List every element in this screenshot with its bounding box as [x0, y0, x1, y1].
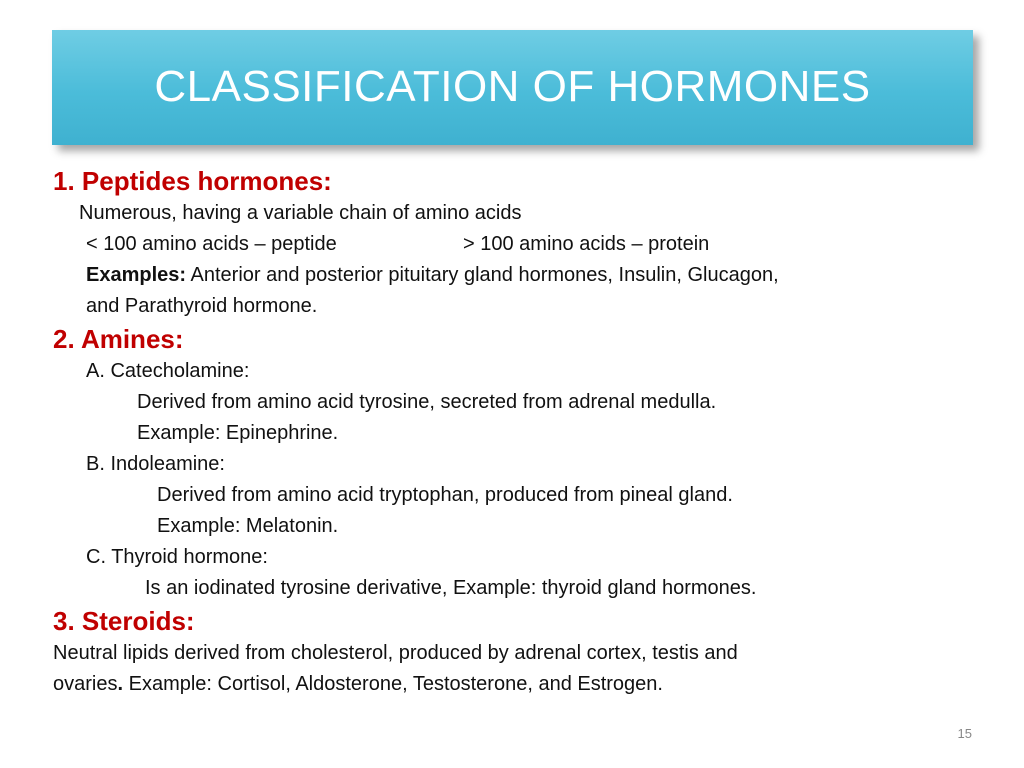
- catecholamine-label: A. Catecholamine:: [86, 360, 250, 382]
- examples-text: Anterior and posterior pituitary gland hormones, Insulin, Glucagon,: [186, 264, 779, 286]
- thyroid-description: Is an iodinated tyrosine derivative, Example: thyroid gland hormones.: [145, 577, 757, 599]
- indoleamine-label: B. Indoleamine:: [86, 453, 225, 475]
- examples-label: Examples:: [86, 264, 187, 286]
- page-number: 15: [957, 726, 972, 741]
- title-banner: [52, 30, 973, 145]
- slide-content: [53, 164, 993, 700]
- indoleamine-example: Example: Melatonin.: [157, 515, 339, 537]
- steroids-line-2: [53, 669, 993, 700]
- peptides-ranges: [53, 229, 993, 260]
- peptides-examples: [53, 260, 993, 291]
- protein-range: > 100 amino acids – protein: [463, 233, 710, 255]
- peptides-examples-continued: and Parathyroid hormone.: [86, 295, 318, 317]
- thyroid-label: C. Thyroid hormone:: [86, 546, 268, 568]
- catecholamine-description: Derived from amino acid tyrosine, secreted from adrenal medulla.: [137, 391, 717, 413]
- section-heading-peptides: 1. Peptides hormones:: [53, 166, 332, 196]
- slide-title: CLASSIFICATION OF HORMONES: [154, 62, 871, 111]
- section-heading-amines: 2. Amines:: [53, 324, 184, 354]
- steroids-ovaries: ovaries: [53, 673, 118, 695]
- steroids-line-1: Neutral lipids derived from cholesterol, produced by adrenal cortex, testis and: [53, 642, 738, 664]
- steroids-period: .: [117, 673, 124, 695]
- peptide-range: < 100 amino acids – peptide: [86, 233, 337, 255]
- steroids-examples: Example: Cortisol, Aldosterone, Testosterone, and Estrogen.: [123, 673, 663, 695]
- catecholamine-example: Example: Epinephrine.: [137, 422, 339, 444]
- indoleamine-description: Derived from amino acid tryptophan, produced from pineal gland.: [157, 484, 733, 506]
- section-heading-steroids: 3. Steroids:: [53, 606, 195, 636]
- peptides-description: Numerous, having a variable chain of amino acids: [79, 202, 522, 224]
